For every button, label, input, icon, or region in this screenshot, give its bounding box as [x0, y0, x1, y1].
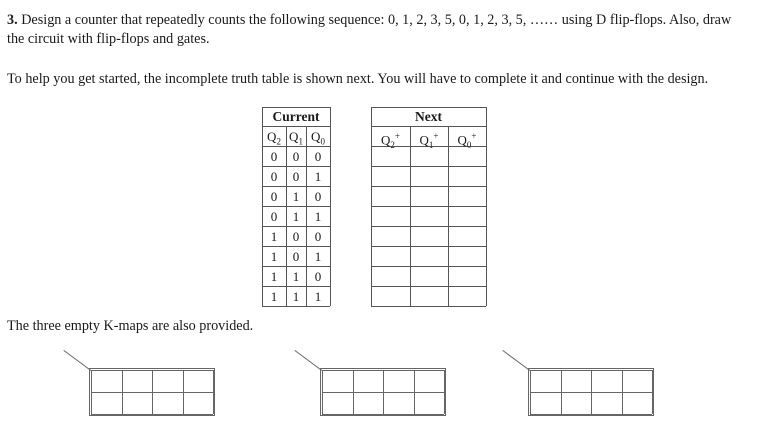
kmap-gridline — [183, 370, 184, 414]
empty-next-cell[interactable] — [448, 287, 486, 306]
empty-next-cell[interactable] — [371, 147, 410, 166]
table-cell: 0 — [314, 189, 322, 204]
kmap-gridline — [653, 368, 654, 416]
table-cell: 0 — [292, 249, 300, 264]
empty-next-cell[interactable] — [371, 267, 410, 286]
kmap-gridline — [320, 368, 446, 369]
kmap-gridline — [445, 368, 446, 416]
table-cell: 1 — [270, 269, 278, 284]
table-cell: 0 — [292, 169, 300, 184]
kmap-gridline — [383, 370, 384, 414]
table-cell: 1 — [270, 289, 278, 304]
kmap-gridline — [322, 370, 323, 414]
kmap-gridline — [530, 370, 531, 414]
table-cell: 1 — [314, 249, 322, 264]
question-number: 3. — [7, 12, 18, 28]
empty-next-cell[interactable] — [410, 167, 448, 186]
empty-next-cell[interactable] — [448, 147, 486, 166]
question-body: Design a counter that repeatedly counts the following sequence: 0, 1, 2, 3, 5, 0, 1, 2, 3, 5, …… using D flip-flops. Also, draw the circuit with flip-flops and gates. — [7, 12, 732, 47]
table-cell: 1 — [270, 249, 278, 264]
empty-next-cell[interactable] — [371, 167, 410, 186]
kmap-corner-diagonal — [294, 350, 322, 371]
empty-next-cell[interactable] — [371, 187, 410, 206]
table-cell: 1 — [314, 169, 322, 184]
kmap-gridline — [353, 370, 354, 414]
table-gridline — [486, 107, 487, 306]
empty-next-cell[interactable] — [371, 287, 410, 306]
question-text — [7, 11, 752, 49]
table-cell: 1 — [292, 269, 300, 284]
empty-next-cell[interactable] — [410, 287, 448, 306]
current-header: Current — [272, 109, 320, 124]
kmap-gridline — [530, 414, 652, 415]
next-col-label: $Q_0^+$ — [457, 131, 477, 150]
kmap-gridline — [213, 370, 214, 414]
kmap-corner-diagonal — [502, 350, 530, 371]
current-col-label: $Q_0$ — [311, 129, 325, 147]
kmap-gridline — [444, 370, 445, 414]
empty-next-cell[interactable] — [410, 247, 448, 266]
kmap-gridline — [591, 370, 592, 414]
kmap-gridline — [152, 370, 153, 414]
kmap-gridline — [89, 415, 215, 416]
kmap-gridline — [91, 370, 92, 414]
empty-next-cell[interactable] — [448, 267, 486, 286]
kmap-corner-diagonal — [63, 350, 91, 371]
kmap-gridline — [320, 368, 321, 416]
next-col-label: $Q_2^+$ — [381, 131, 400, 150]
table-gridline — [262, 107, 330, 108]
kmap-gridline — [320, 415, 446, 416]
table-cell: 1 — [270, 229, 278, 244]
table-cell: 1 — [292, 289, 300, 304]
kmap-gridline — [622, 370, 623, 414]
table-cell: 1 — [314, 209, 322, 224]
kmap-gridline — [214, 368, 215, 416]
kmap-gridline — [561, 370, 562, 414]
empty-next-cell[interactable] — [448, 187, 486, 206]
empty-next-cell[interactable] — [371, 227, 410, 246]
table-cell: 1 — [292, 189, 300, 204]
table-cell: 0 — [292, 149, 300, 164]
empty-next-cell[interactable] — [448, 247, 486, 266]
empty-next-cell[interactable] — [448, 227, 486, 246]
empty-next-cell[interactable] — [410, 187, 448, 206]
kmap-gridline — [528, 368, 654, 369]
table-gridline — [330, 107, 331, 306]
current-col-label: $Q_2$ — [267, 129, 281, 147]
empty-next-cell[interactable] — [410, 267, 448, 286]
table-cell: 0 — [314, 149, 322, 164]
table-cell: 0 — [270, 169, 278, 184]
table-cell: 0 — [314, 229, 322, 244]
empty-next-cell[interactable] — [410, 227, 448, 246]
kmap-gridline — [652, 370, 653, 414]
next-header: Next — [415, 109, 442, 124]
kmap-gridline — [91, 414, 213, 415]
empty-next-cell[interactable] — [448, 207, 486, 226]
empty-next-cell[interactable] — [448, 167, 486, 186]
table-gridline — [262, 306, 330, 307]
intro-text: To help you get started, the incomplete truth table is shown next. You will have to complete it and continue with the design. — [7, 71, 709, 87]
table-cell: 1 — [292, 209, 300, 224]
table-cell: 1 — [314, 289, 322, 304]
current-col-label: $Q_1$ — [289, 129, 303, 147]
table-cell: 0 — [270, 149, 278, 164]
kmap-gridline — [122, 370, 123, 414]
table-cell: 0 — [314, 269, 322, 284]
empty-next-cell[interactable] — [371, 207, 410, 226]
empty-next-cell[interactable] — [371, 247, 410, 266]
kmap-gridline — [89, 368, 215, 369]
kmap-gridline — [528, 368, 529, 416]
kmap-gridline — [89, 368, 90, 416]
table-cell: 0 — [292, 229, 300, 244]
kmap-gridline — [322, 414, 444, 415]
table-cell: 0 — [270, 209, 278, 224]
kmap-note: The three empty K-maps are also provided. — [7, 318, 254, 334]
empty-next-cell[interactable] — [410, 147, 448, 166]
table-cell: 0 — [270, 189, 278, 204]
table-gridline — [371, 306, 486, 307]
kmap-gridline — [414, 370, 415, 414]
next-col-label: $Q_1^+$ — [419, 131, 439, 150]
empty-next-cell[interactable] — [410, 207, 448, 226]
table-gridline — [371, 107, 486, 108]
kmap-gridline — [528, 415, 654, 416]
